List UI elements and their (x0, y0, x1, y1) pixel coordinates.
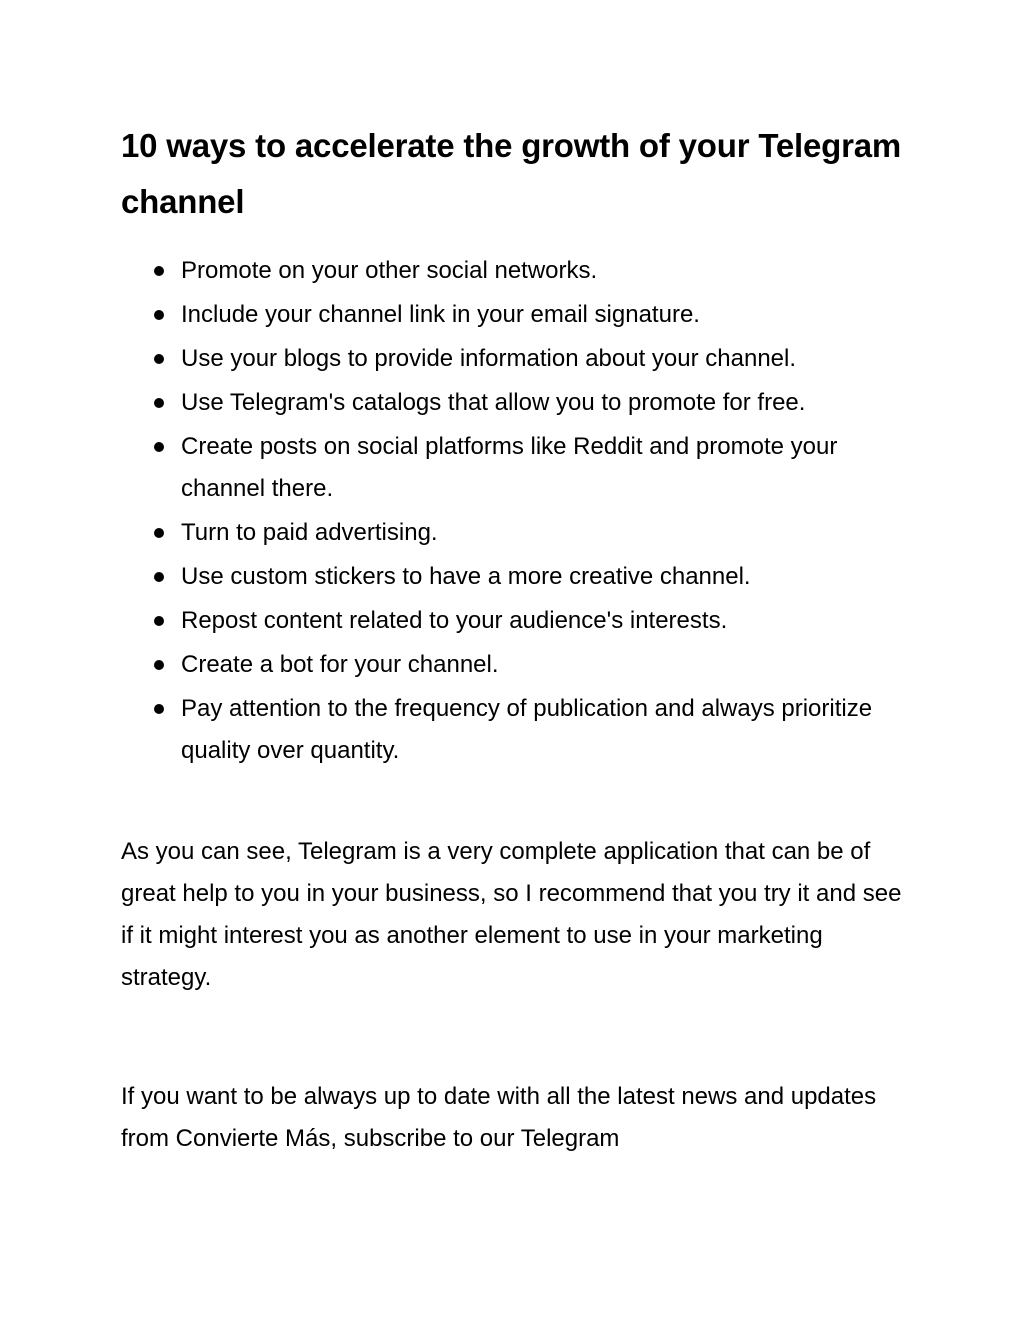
list-item (121, 644, 911, 686)
bullet-icon (154, 660, 164, 670)
bullet-icon (154, 528, 164, 538)
list-item-text: Repost content related to your audience's interests. (181, 607, 728, 634)
list-item-text: Create posts on social platforms like Reddit and promote your channel there. (181, 433, 838, 502)
list-item (121, 556, 911, 598)
list-item-text: Promote on your other social networks. (181, 257, 598, 284)
list-item (121, 338, 911, 380)
list-item-text: Create a bot for your channel. (181, 651, 499, 678)
list-item-text: Pay attention to the frequency of publication and always prioritize quality over quantity. (181, 695, 873, 764)
list-item (121, 512, 911, 554)
list-item-text: Use custom stickers to have a more creative channel. (181, 563, 751, 590)
list-item (121, 382, 911, 424)
list-item (121, 688, 911, 772)
list-item-text: Include your channel link in your email signature. (181, 301, 700, 328)
growth-tips-list (121, 250, 911, 774)
list-item (121, 250, 911, 292)
bullet-icon (154, 354, 164, 364)
bullet-icon (154, 704, 164, 714)
bullet-icon (154, 572, 164, 582)
conclusion-paragraph: As you can see, Telegram is a very complete application that can be of great help to you in your business, so I recommend that you try it and see if it might interest you as another element to use in your marketing strategy. (121, 838, 902, 991)
bullet-icon (154, 398, 164, 408)
page-title: 10 ways to accelerate the growth of your Telegram channel (121, 127, 902, 220)
list-item-text: Turn to paid advertising. (181, 519, 438, 546)
list-item-text: Use your blogs to provide information about your channel. (181, 345, 797, 372)
bullet-icon (154, 616, 164, 626)
list-item (121, 426, 911, 510)
subscribe-paragraph: If you want to be always up to date with all the latest news and updates from Convierte Más, subscribe to our Telegram (121, 1083, 877, 1152)
bullet-icon (154, 442, 164, 452)
bullet-icon (154, 310, 164, 320)
list-item (121, 294, 911, 336)
list-item-text: Use Telegram's catalogs that allow you to promote for free. (181, 389, 806, 416)
list-item (121, 600, 911, 642)
bullet-icon (154, 266, 164, 276)
